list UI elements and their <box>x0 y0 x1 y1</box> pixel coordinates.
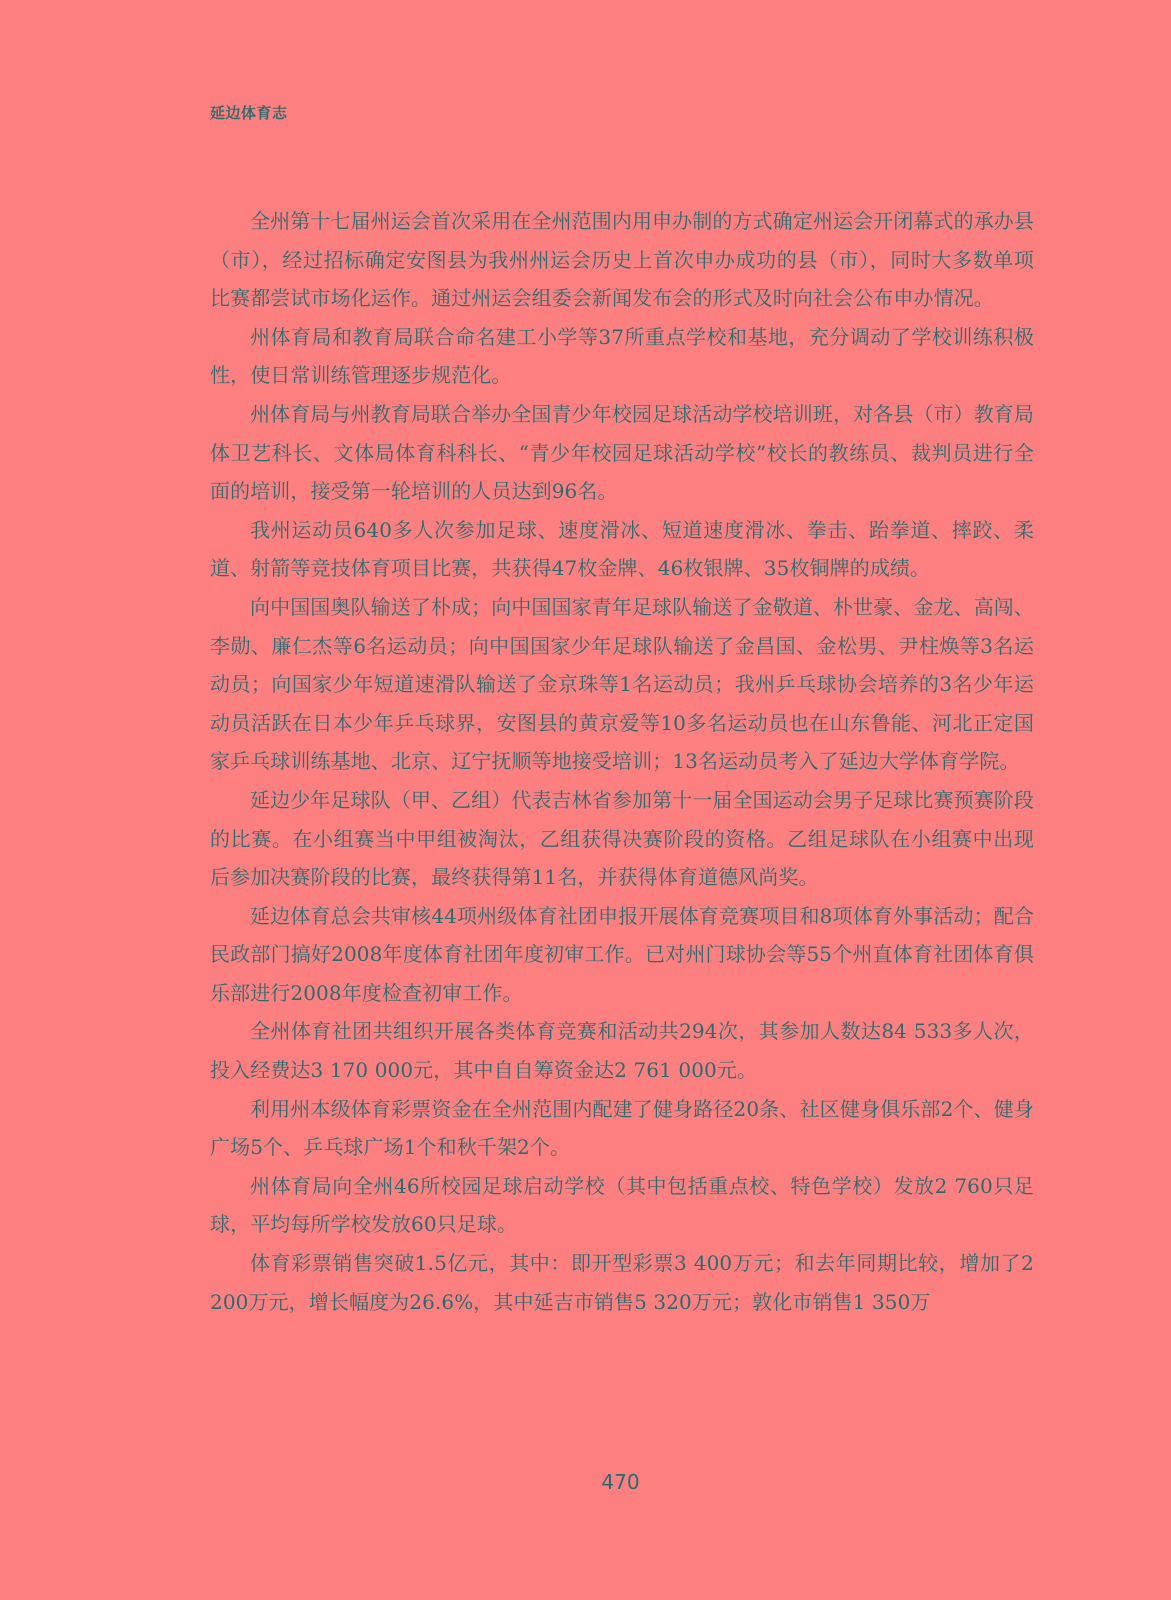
paragraph: 向中国国奥队输送了朴成；向中国国家青年足球队输送了金敬道、朴世豪、金龙、高闯、李勋、廉仁杰等6名运动员；向中国国家少年足球队输送了金昌国、金松男、尹柱焕等3名运动员；向国家少年短道速滑队输送了金京珠等1名运动员；我州乒乓球协会培养的3名少年运动员活跃在日本少年乒乓球界，安图县的黄京爱等10多名运动员也在山东鲁能、河北正定国家乒乓球训练基地、北京、辽宁抚顺等地接受培训；13名运动员考入了延边大学体育学院。 <box>210 594 1034 774</box>
body-text <box>210 202 1034 1321</box>
paragraph: 州体育局与州教育局联合举办全国青少年校园足球活动学校培训班，对各县（市）教育局体卫艺科长、文体局体育科科长、“青少年校园足球活动学校”校长的教练员、裁判员进行全面的培训，接受第一轮培训的人员达到96名。 <box>210 401 1034 504</box>
page-number: 470 <box>601 1470 640 1494</box>
paragraph: 延边少年足球队（甲、乙组）代表吉林省参加第十一届全国运动会男子足球比赛预赛阶段的比赛。在小组赛当中甲组被淘汰，乙组获得决赛阶段的资格。乙组足球队在小组赛中出现后参加决赛阶段的比赛，最终获得第11名，并获得体育道德风尚奖。 <box>210 787 1034 890</box>
paragraph: 利用州本级体育彩票资金在全州范围内配建了健身路径20条、社区健身俱乐部2个、健身广场5个、乒乓球广场1个和秋千架2个。 <box>210 1096 1034 1160</box>
paragraph: 州体育局和教育局联合命名建工小学等37所重点学校和基地，充分调动了学校训练积极性，使日常训练管理逐步规范化。 <box>210 324 1034 388</box>
paragraph: 全州体育社团共组织开展各类体育竞赛和活动共294次，其参加人数达84 533多人次，投入经费达3 170 000元，其中自自筹资金达2 761 000元。 <box>210 1019 1034 1083</box>
paragraph: 延边体育总会共审核44项州级体育社团申报开展体育竞赛项目和8项体育外事活动；配合民政部门搞好2008年度体育社团年度初审工作。已对州门球协会等55个州直体育社团体育俱乐部进行2008年度检查初审工作。 <box>210 903 1034 1005</box>
paragraph: 州体育局向全州46所校园足球启动学校（其中包括重点校、特色学校）发放2 760只足球，平均每所学校发放60只足球。 <box>210 1173 1034 1237</box>
paragraph: 全州第十七届州运会首次采用在全州范围内用申办制的方式确定州运会开闭幕式的承办县（市），经过招标确定安图县为我州州运会历史上首次申办成功的县（市），同时大多数单项比赛都尝试市场化运作。通过州运会组委会新闻发布会的形式及时向社会公布申办情况。 <box>210 209 1034 311</box>
paragraph: 我州运动员640多人次参加足球、速度滑冰、短道速度滑冰、拳击、跆拳道、摔跤、柔道、射箭等竞技体育项目比赛，共获得47枚金牌、46枚银牌、35枚铜牌的成绩。 <box>210 517 1034 581</box>
paragraph: 体育彩票销售突破1.5亿元，其中：即开型彩票3 400万元；和去年同期比较，增加了2 200万元，增长幅度为26.6%，其中延吉市销售5 320万元；敦化市销售1 350万 <box>210 1251 1034 1314</box>
running-header: 延边体育志 <box>210 104 288 122</box>
